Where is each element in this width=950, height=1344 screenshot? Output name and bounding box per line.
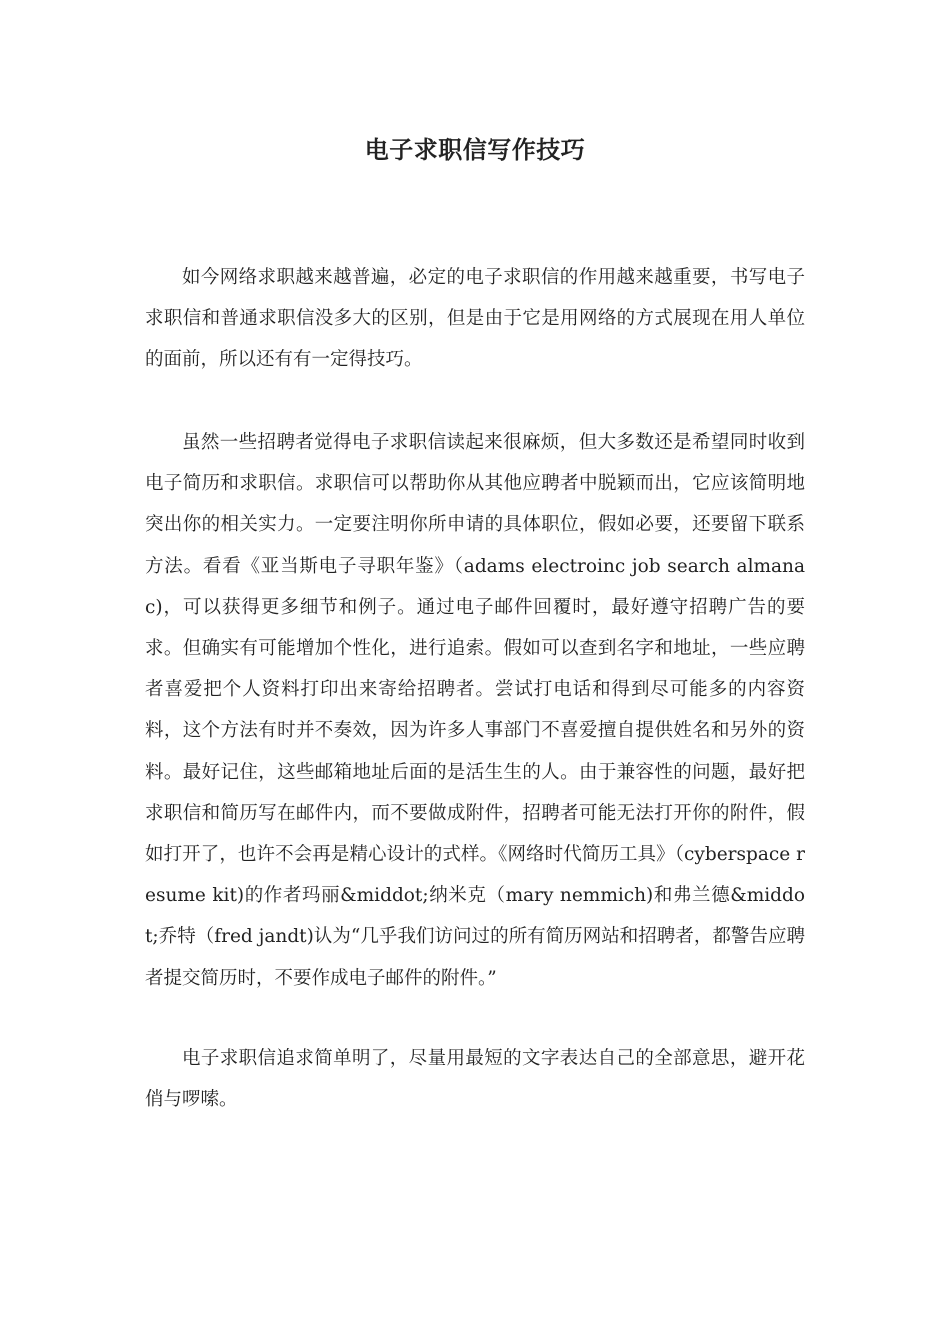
paragraph-body: 虽然一些招聘者觉得电子求职信读起来很麻烦，但大多数还是希望同时收到电子简历和求职信。求职信可以帮助你从其他应聘者中脱颖而出，它应该简明地突出你的相关实力。一定要注明你所申请的具体职位，假如必要，还要留下联系方法。看看《亚当斯电子寻职年鉴》（adams electroinc job search almanac)，可以获得更多细节和例子。通过电子邮件回覆时，最好遵守招聘广告的要求。但确实有可能增加个性化，进行追索。假如可以查到名字和地址，一些应聘者喜爱把个人资料打印出来寄给招聘者。尝试打电话和得到尽可能多的内容资料，这个方法有时并不奏效，因为许多人事部门不喜爱擅自提供姓名和另外的资料。最好记住，这些邮箱地址后面的是活生生的人。由于兼容性的问题，最好把求职信和简历写在邮件内，而不要做成附件，招聘者可能无法打开你的附件，假如打开了，也许不会再是精心设计的式样。《网络时代简历工具》（cyberspace resume kit)的作者玛丽&middot;纳米克（mary nemmich)和弗兰德&middot;乔特（fred jandt)认为“几乎我们访问过的所有简历网站和招聘者，都警告应聘者提交简历时，不要作成电子邮件的附件。” (145, 432, 805, 989)
paragraph-conclusion: 电子求职信追求简单明了，尽量用最短的文字表达自己的全部意思，避开花俏与啰嗦。 (145, 1048, 805, 1111)
document-title: 电子求职信写作技巧 (364, 135, 586, 164)
paragraph-intro: 如今网络求职越来越普遍，必定的电子求职信的作用越来越重要，书写电子求职信和普通求职信没多大的区别，但是由于它是用网络的方式展现在用人单位的面前，所以还有有一定得技巧。 (145, 267, 805, 371)
